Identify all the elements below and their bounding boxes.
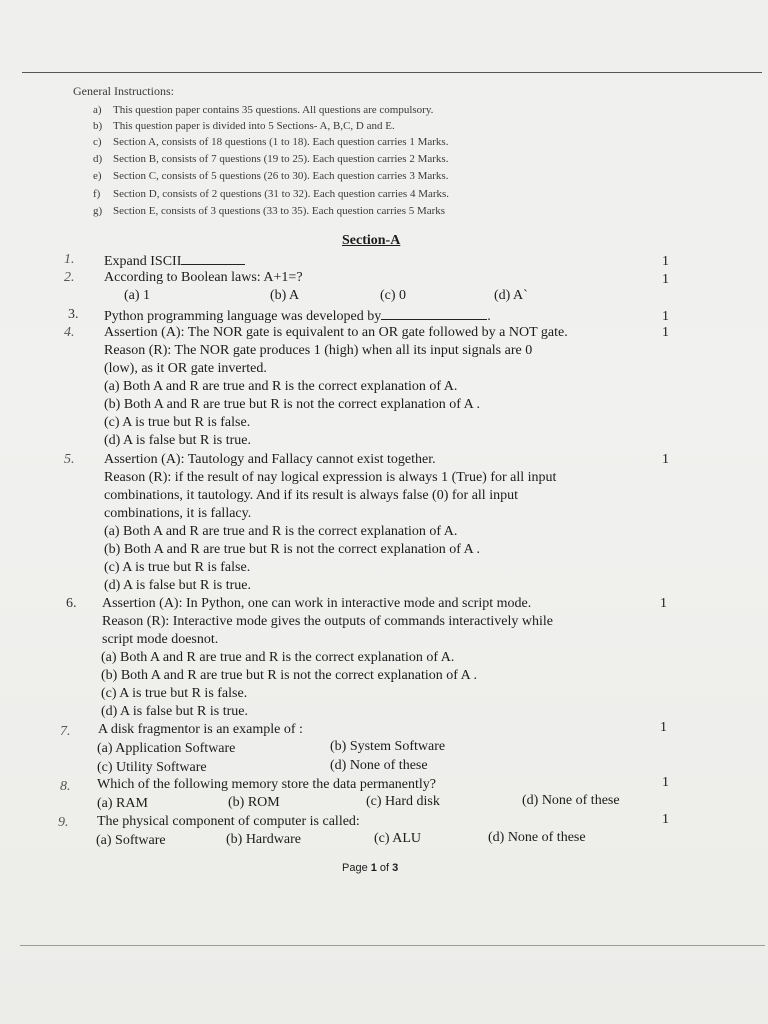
instruction-item: e) Section C, consists of 5 questions (26 to 30). Each question carries 3 Marks. (93, 170, 449, 182)
question-number: 5. (64, 452, 75, 467)
option: (d) None of these (488, 830, 586, 845)
question-mark: 1 (660, 596, 667, 611)
instruction-item: c) Section A, consists of 18 questions (1 to 18). Each question carries 1 Marks. (93, 136, 449, 148)
option: (a) Both A and R are true and R is the correct explanation of A. (104, 379, 458, 394)
page-footer: Page 1 of 3 (342, 862, 399, 874)
reason-text: script mode doesnot. (102, 632, 219, 647)
question-mark: 1 (662, 775, 669, 790)
reason-text: combinations, it is fallacy. (104, 506, 252, 521)
option: (b) Hardware (226, 832, 302, 847)
question-mark: 1 (662, 812, 669, 827)
option: (a) RAM (97, 796, 148, 811)
question-mark: 1 (662, 325, 669, 340)
bottom-rule (20, 945, 765, 946)
question-text: A disk fragmentor is an example of : (98, 722, 303, 737)
reason-text: (low), as it OR gate inverted. (104, 361, 267, 376)
reason-text: Reason (R): Interactive mode gives the outputs of commands interactively while (102, 614, 553, 629)
question-number: 6. (66, 596, 77, 611)
question-number: 8. (60, 779, 71, 794)
section-title: Section-A (342, 233, 401, 248)
assertion-text: Assertion (A): The NOR gate is equivalent to an OR gate followed by a NOT gate. (104, 325, 568, 340)
question-number: 2. (64, 270, 75, 285)
assertion-text: Assertion (A): In Python, one can work in interactive mode and script mode. (102, 596, 532, 611)
top-rule (22, 72, 762, 73)
question-text: Expand ISCII (104, 252, 245, 270)
current-page-number: 1 (370, 862, 377, 874)
option: (b) ROM (228, 795, 280, 810)
question-number: 3. (68, 307, 79, 322)
option: (d) None of these (522, 793, 620, 808)
question-mark: 1 (662, 272, 669, 287)
reason-text: Reason (R): The NOR gate produces 1 (high) when all its input signals are 0 (104, 343, 533, 358)
option: (b) System Software (330, 739, 446, 754)
option: (c) ALU (374, 831, 422, 846)
question-mark: 1 (660, 720, 667, 735)
option: (d) A` (494, 288, 528, 303)
option: (c) 0 (380, 288, 407, 303)
option: (c) Hard disk (366, 794, 440, 809)
option: (c) A is true but R is false. (101, 686, 248, 701)
option: (d) A is false but R is true. (104, 433, 251, 448)
instruction-item: b) This question paper is divided into 5 Sections- A, B,C, D and E. (93, 120, 395, 132)
option: (d) A is false but R is true. (104, 578, 251, 593)
question-number: 1. (64, 252, 75, 267)
question-text: Python programming language was developed by . (104, 309, 491, 324)
question-number: 9. (58, 815, 69, 830)
question-mark: 1 (662, 309, 669, 324)
instruction-item: d) Section B, consists of 7 questions (19 to 25). Each question carries 2 Marks. (93, 153, 449, 165)
instruction-item: f) Section D, consists of 2 questions (31 to 32). Each question carries 4 Marks. (93, 188, 450, 200)
option: (a) Both A and R are true and R is the correct explanation of A. (101, 650, 455, 665)
option: (c) Utility Software (97, 760, 207, 775)
option: (b) Both A and R are true but R is not the correct explanation of A . (101, 668, 477, 683)
option: (d) A is false but R is true. (101, 704, 248, 719)
option: (a) Software (96, 833, 166, 848)
option: (c) A is true but R is false. (104, 415, 251, 430)
question-mark: 1 (662, 452, 669, 467)
option: (a) Application Software (97, 741, 236, 756)
option: (c) A is true but R is false. (104, 560, 251, 575)
reason-text: combinations, it tautology. And if its result is always false (0) for all input (104, 488, 518, 503)
question-mark: 1 (662, 254, 669, 269)
question-number: 7. (60, 724, 71, 739)
question-text: The physical component of computer is called: (97, 814, 360, 829)
instruction-item: a) This question paper contains 35 questions. All questions are compulsory. (93, 104, 434, 116)
total-page-number: 3 (392, 862, 399, 874)
option: (a) 1 (124, 288, 151, 303)
assertion-text: Assertion (A): Tautology and Fallacy cannot exist together. (104, 452, 436, 467)
option: (b) Both A and R are true but R is not the correct explanation of A . (104, 397, 480, 412)
option: (b) Both A and R are true but R is not the correct explanation of A . (104, 542, 480, 557)
instruction-item: g) Section E, consists of 3 questions (33 to 35). Each question carries 5 Marks (93, 205, 446, 217)
question-text: According to Boolean laws: A+1=? (104, 270, 303, 285)
question-text: Which of the following memory store the data permanently? (97, 777, 437, 792)
option: (d) None of these (330, 758, 428, 773)
instructions-title: General Instructions: (73, 84, 174, 98)
question-number: 4. (64, 325, 75, 340)
option: (a) Both A and R are true and R is the correct explanation of A. (104, 524, 458, 539)
reason-text: Reason (R): if the result of nay logical expression is always 1 (True) for all input (104, 470, 557, 485)
option: (b) A (270, 288, 300, 303)
